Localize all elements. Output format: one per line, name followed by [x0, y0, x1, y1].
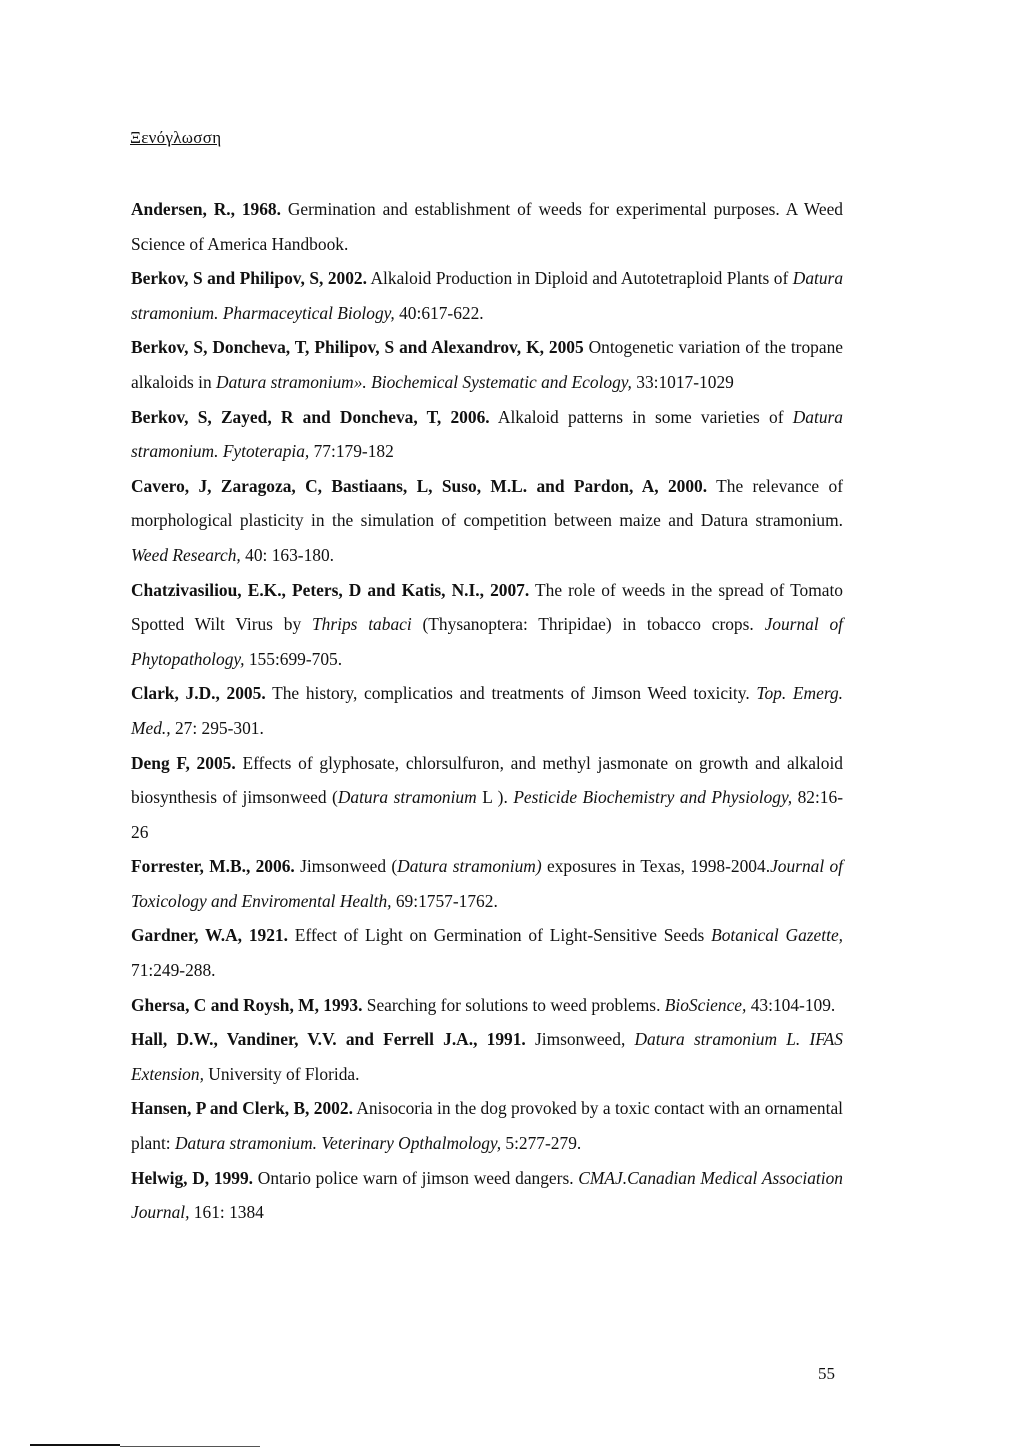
reference-text: The role of weeds in the spread of Tomato Spotted Wilt Virus by [131, 579, 843, 635]
reference-entry [131, 849, 843, 918]
reference-entry [131, 573, 843, 677]
page-number: 55 [818, 1364, 835, 1383]
reference-author: Cavero, J, Zaragoza, C, Bastiaans, L, Suso, M.L. and Pardon, A, 2000. [131, 475, 708, 496]
reference-entry [131, 1161, 843, 1230]
reference-entry [131, 746, 843, 850]
reference-text: Ontario police warn of jimson weed dangers. [253, 1167, 579, 1188]
reference-italic-text: Fytoterapia, [222, 441, 310, 462]
reference-text: University of Florida. [203, 1063, 360, 1084]
reference-entry [131, 400, 843, 469]
reference-text: Alkaloid patterns in some varieties of [489, 406, 793, 427]
section-heading: Ξενόγλωσση [130, 128, 222, 147]
reference-entry [131, 469, 843, 573]
reference-author: Chatzivasiliou, E.K., Peters, D and Katis, N.I., 2007. [131, 579, 530, 600]
reference-entry [131, 1022, 843, 1091]
reference-italic-text: Datura stramonium». [216, 371, 367, 392]
reference-italic-text: Top. Emerg. Med., [131, 683, 843, 738]
reference-text: 71:249-288. [131, 960, 216, 981]
reference-text: 5:277-279. [501, 1133, 582, 1154]
reference-text: Alkaloid Production in Diploid and Autotetraploid Plants of [366, 268, 793, 289]
reference-author: Hansen, P and Clerk, B, 2002. [131, 1098, 353, 1119]
reference-text: 69:1757-1762. [391, 890, 498, 911]
reference-author: Clark, J.D., 2005. [131, 683, 266, 704]
reference-entry [131, 1091, 843, 1160]
reference-author: Ghersa, C and Roysh, M, 1993. [131, 994, 363, 1015]
reference-text: The history, complicatios and treatments of Jimson Weed toxicity. [265, 683, 757, 704]
reference-italic-text: Datura stramonium L. [634, 1029, 801, 1050]
reference-italic-text: Journal of Toxicology and Enviromental Health, [131, 856, 844, 911]
reference-text: exposures in Texas, 1998-2004. [541, 856, 771, 877]
reference-text: 40: 163-180. [240, 544, 335, 565]
reference-italic-text: Datura stramonium. [131, 268, 844, 323]
reference-author: Hall, D.W., Vandiner, V.V. and Ferrell J.A., 1991. [131, 1029, 526, 1050]
reference-entry [131, 676, 843, 745]
reference-entry [131, 988, 843, 1023]
reference-entry [131, 261, 843, 330]
reference-text: Anisocoria in the dog provoked by a toxic contact with an ornamental plant: [131, 1098, 843, 1154]
reference-author: Forrester, M.B., 2006. [131, 856, 295, 877]
reference-text: 82:16-26 [131, 787, 843, 842]
reference-text: 161: 1384 [189, 1202, 264, 1223]
reference-author: Berkov, S, Zayed, R and Doncheva, T, 2006. [131, 406, 490, 427]
reference-text: 43:104-109. [746, 994, 836, 1015]
reference-text: Effects of glyphosate, chlorsulfuron, and methyl jasmonate on growth and alkaloid biosynthesis of jimsonweed ( [131, 752, 843, 808]
reference-text: 33:1017-1029 [631, 371, 734, 392]
reference-text: 77:179-182 [309, 441, 394, 462]
reference-text: Jimsonweed ( [294, 856, 398, 877]
footer-rule-thin [120, 1446, 260, 1447]
reference-text: L ). [476, 787, 514, 808]
reference-italic-text: Veterinary Opthalmology, [321, 1133, 502, 1154]
reference-text: Ontogenetic variation of the tropane alkaloids in [131, 337, 843, 392]
reference-italic-text: CMAJ.Canadian Medical Association Journal, [131, 1167, 843, 1223]
reference-italic-text: Pharmaceytical Biology, [222, 302, 395, 323]
reference-italic-text: IFAS Extension, [131, 1029, 843, 1084]
reference-text: Jimsonweed, [525, 1029, 635, 1050]
reference-italic-text: Datura stramonium. [131, 406, 843, 462]
reference-author: Berkov, S, Doncheva, T, Philipov, S and Alexandrov, K, 2005 [131, 337, 584, 358]
reference-italic-text: Journal of Phytopathology, [131, 614, 844, 669]
reference-text: Effect of Light on Germination of Light-Sensitive Seeds [287, 925, 712, 946]
reference-entry [131, 918, 843, 987]
reference-text [800, 1029, 809, 1049]
reference-italic-text: Biochemical Systematic and Ecology, [371, 371, 632, 392]
reference-text: 27: 295-301. [170, 717, 264, 738]
reference-italic-text: Datura stramonium [337, 787, 477, 808]
reference-author: Helwig, D, 1999. [131, 1167, 254, 1188]
reference-text: 155:699-705. [244, 648, 343, 669]
reference-italic-text: BioScience, [664, 994, 747, 1015]
reference-author: Andersen, R., 1968. [131, 199, 281, 219]
reference-italic-text: Botanical Gazette, [711, 925, 844, 946]
reference-italic-text: Pesticide Biochemistry and Physiology, [513, 787, 793, 808]
reference-text: 40:617-622. [394, 302, 484, 323]
reference-text: Searching for solutions to weed problems. [362, 994, 665, 1015]
footer-rule [30, 1444, 120, 1446]
reference-italic-text: Thrips tabaci [311, 614, 412, 635]
reference-text: The relevance of morphological plasticity in the simulation of competition between maize and Datura stramonium. [131, 475, 843, 531]
reference-text: (Thysanoptera: Thripidae) in tobacco crops. [411, 614, 765, 635]
reference-author: Gardner, W.A, 1921. [131, 925, 288, 946]
reference-list [131, 192, 843, 1230]
reference-entry [131, 330, 843, 399]
reference-author: Deng F, 2005. [131, 752, 236, 773]
reference-text: Germination and establishment of weeds for experimental purposes. A Weed Science of America Handbook. [131, 199, 843, 254]
reference-italic-text: Datura stramonium) [397, 856, 542, 877]
reference-author: Berkov, S and Philipov, S, 2002. [131, 268, 367, 289]
reference-italic-text: Datura stramonium. [174, 1133, 317, 1154]
reference-entry [131, 192, 843, 261]
reference-italic-text: Weed Research, [131, 544, 241, 565]
